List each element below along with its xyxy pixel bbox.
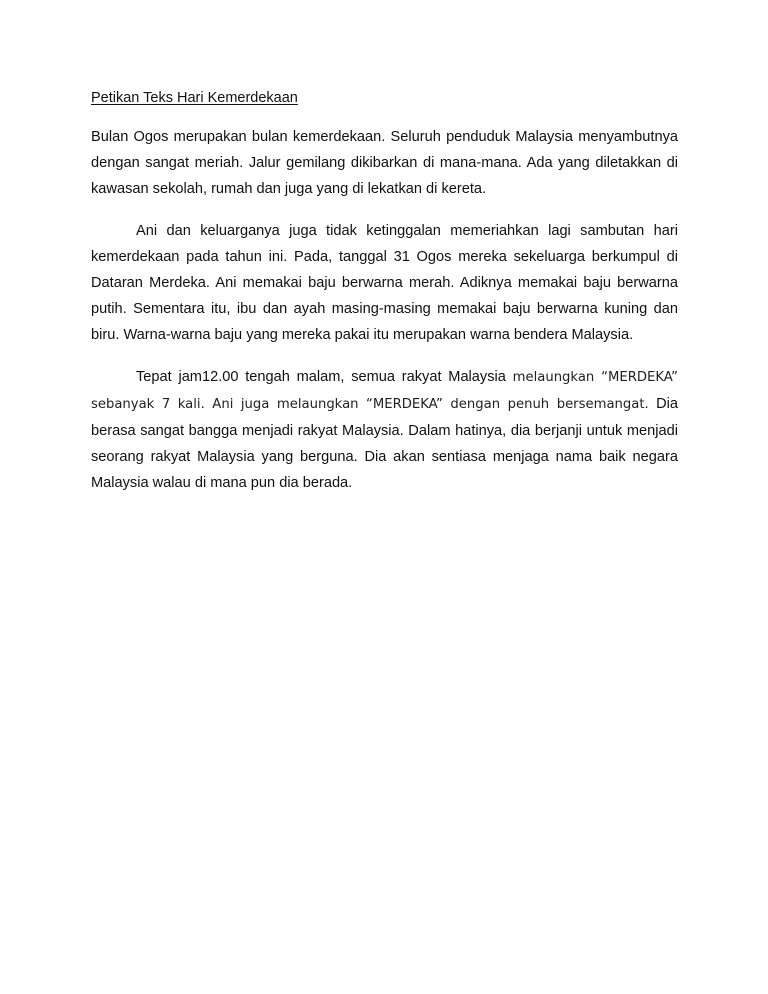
paragraph-1: Bulan Ogos merupakan bulan kemerdekaan. Seluruh penduduk Malaysia menyambutnya dengan sangat meriah. Jalur gemilang dikibarkan di mana-mana. Ada yang diletakkan di kawasan sekolah, rumah dan juga yang di lekatkan di kereta. bbox=[91, 129, 678, 197]
document-title: Petikan Teks Hari Kemerdekaan bbox=[91, 90, 298, 106]
paragraph-3-highlight-text: melaungkan “MERDEKA” sebanyak 7 kali. Ani juga melaungkan “MERDEKA” dengan penuh bersemangat. bbox=[91, 370, 678, 412]
paragraph-2: Ani dan keluarganya juga tidak ketinggalan memeriahkan lagi sambutan hari kemerdekaan pada tahun ini. Pada, tanggal 31 Ogos mereka sekeluarga berkumpul di Dataran Merdeka. Ani memakai baju berwarna merah. Adiknya memakai baju berwarna putih. Sementara itu, ibu dan ayah masing-masing memakai baju berwarna kuning dan biru. Warna-warna baju yang mereka pakai itu merupakan warna bendera Malaysia. bbox=[91, 223, 678, 343]
paragraph-3 bbox=[91, 364, 678, 496]
paragraph-3-part-1: Tepat jam12.00 tengah malam, semua rakyat Malaysia bbox=[136, 369, 513, 385]
document-page bbox=[91, 88, 678, 512]
paragraph-3-part-3: Dia berasa sangat bangga menjadi rakyat Malaysia. Dalam hatinya, dia berjanji untuk menjadi seorang rakyat Malaysia yang berguna. Dia akan sentiasa menjaga nama baik negara Malaysia walau di mana pun dia berada. bbox=[91, 396, 678, 491]
